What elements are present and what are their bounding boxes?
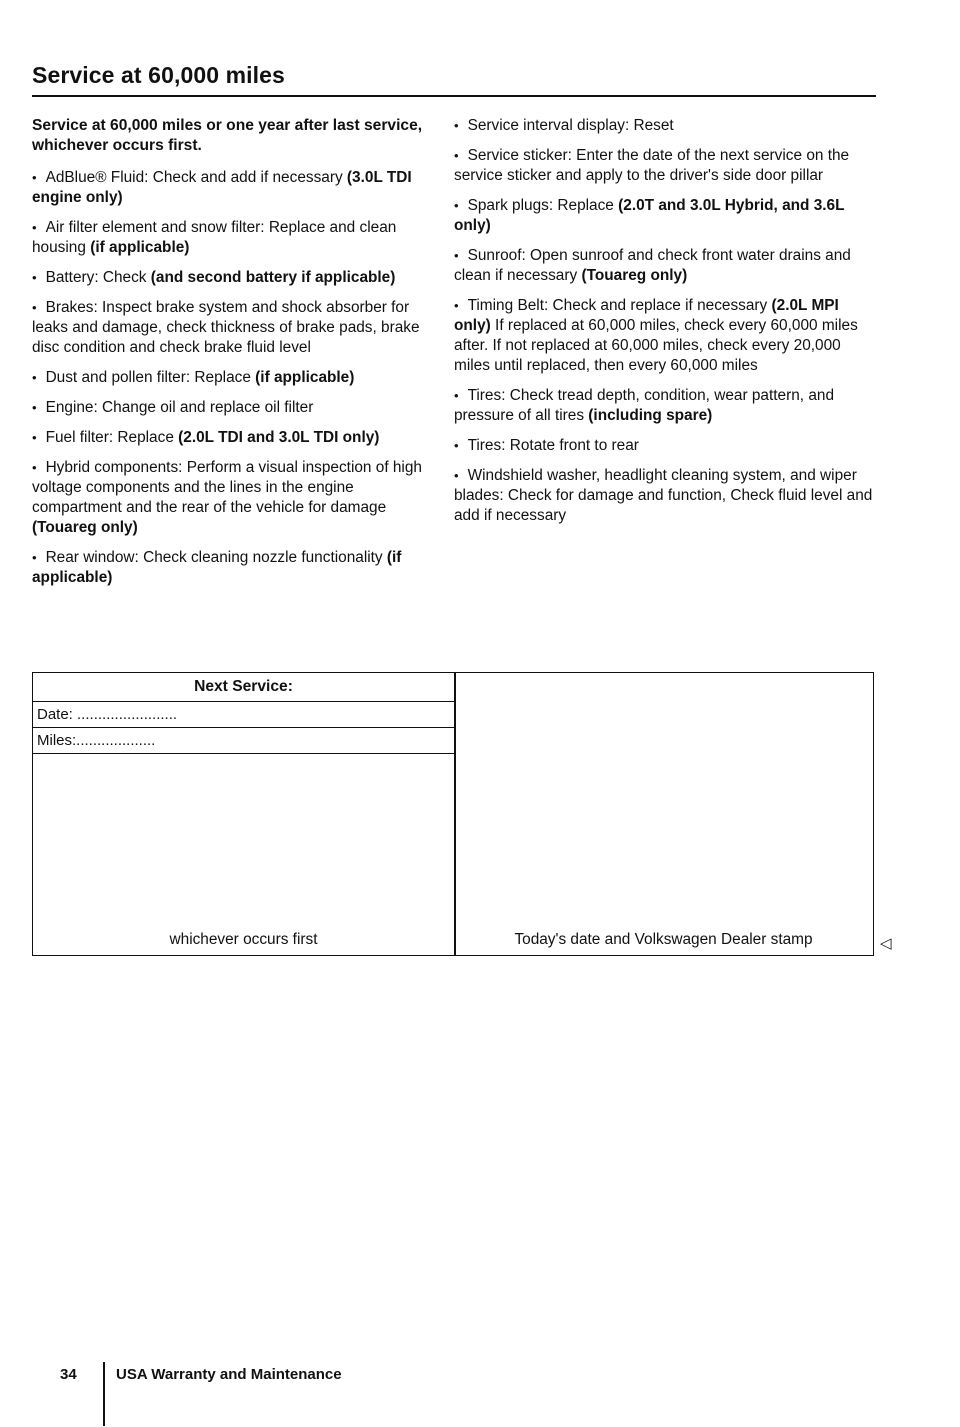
item-qualifier: (if applicable) xyxy=(255,369,355,386)
left-column xyxy=(32,116,432,598)
left-item-list xyxy=(32,168,432,588)
list-item xyxy=(32,298,432,358)
item-text: Tires: Check tread depth, condition, wear pattern, and pressure of all tires xyxy=(454,387,835,424)
page-title: Service at 60,000 miles xyxy=(32,62,285,88)
item-qualifier: (2.0T and 3.0L Hybrid, and 3.6L only) xyxy=(454,197,845,234)
list-item xyxy=(32,268,432,288)
bullet-icon: • xyxy=(32,460,37,475)
footer-divider xyxy=(103,1362,105,1426)
list-item xyxy=(32,368,432,388)
item-text: Timing Belt: Check and replace if necessary xyxy=(467,297,772,314)
item-text: Sunroof: Open sunroof and check front water drains and clean if necessary xyxy=(454,247,851,284)
item-text: Rear window: Check cleaning nozzle functionality xyxy=(45,549,387,566)
bullet-icon: • xyxy=(32,270,37,285)
bullet-icon: • xyxy=(32,300,37,315)
left-caption: whichever occurs first xyxy=(169,931,318,948)
bullet-icon: • xyxy=(454,118,459,133)
list-item xyxy=(454,466,874,526)
dealer-stamp-caption: Today's date and Volkswagen Dealer stamp xyxy=(514,931,813,948)
item-qualifier: (if applicable) xyxy=(32,549,402,586)
next-service-panel xyxy=(33,673,454,955)
bullet-icon: • xyxy=(32,370,37,385)
list-item xyxy=(454,296,874,376)
item-text-tail: If replaced at 60,000 miles, check every 60,000 miles after. If not replaced at 60,000 miles, check every 20,000 miles until replaced, then every 60,000 miles xyxy=(454,317,858,374)
item-text: Service sticker: Enter the date of the next service on the service sticker and apply to the driver's side door pillar xyxy=(454,147,850,184)
item-text: Brakes: Inspect brake system and shock absorber for leaks and damage, check thickness of brake pads, brake disc condition and check brake fluid level xyxy=(32,299,420,356)
list-item xyxy=(454,116,874,136)
item-text: Dust and pollen filter: Replace xyxy=(45,369,256,386)
intro-text: Service at 60,000 miles or one year after last service, whichever occurs first. xyxy=(32,117,423,154)
item-qualifier: (2.0L TDI and 3.0L TDI only) xyxy=(178,429,380,446)
item-text: Battery: Check xyxy=(45,269,151,286)
miles-field: Miles:................... xyxy=(33,728,454,754)
list-item xyxy=(32,458,432,538)
list-item xyxy=(454,146,874,186)
bullet-icon: • xyxy=(454,388,459,403)
bullet-icon: • xyxy=(454,248,459,263)
item-text: Air filter element and snow filter: Replace and clean housing xyxy=(32,219,397,256)
item-qualifier: (3.0L TDI engine only) xyxy=(32,169,412,206)
item-qualifier: (2.0L MPI only) xyxy=(454,297,839,334)
footer-title: USA Warranty and Maintenance xyxy=(116,1366,342,1383)
item-text: Engine: Change oil and replace oil filter xyxy=(45,399,314,416)
bullet-icon: • xyxy=(454,438,459,453)
bullet-icon: • xyxy=(454,468,459,483)
bullet-icon: • xyxy=(32,430,37,445)
list-item xyxy=(454,196,874,236)
bullet-icon: • xyxy=(454,198,459,213)
right-column xyxy=(454,116,874,536)
item-qualifier: (Touareg only) xyxy=(32,519,138,536)
item-text: AdBlue® Fluid: Check and add if necessary xyxy=(45,169,347,186)
next-service-box xyxy=(32,672,874,956)
item-text: Tires: Rotate front to rear xyxy=(467,437,639,454)
page-number: 34 xyxy=(60,1366,77,1383)
bullet-icon: • xyxy=(32,220,37,235)
right-item-list xyxy=(454,116,874,526)
end-of-section-icon: ◁ xyxy=(880,935,892,952)
item-text: Spark plugs: Replace xyxy=(467,197,619,214)
date-field: Date: ........................ xyxy=(33,702,454,728)
item-text: Fuel filter: Replace xyxy=(45,429,179,446)
list-item xyxy=(32,428,432,448)
list-item xyxy=(454,386,874,426)
item-text: Service interval display: Reset xyxy=(467,117,674,134)
item-qualifier: (Touareg only) xyxy=(581,267,688,284)
title-rule xyxy=(32,95,876,97)
list-item xyxy=(454,436,874,456)
list-item xyxy=(32,218,432,258)
box-divider xyxy=(454,673,456,955)
bullet-icon: • xyxy=(454,298,459,313)
item-qualifier: (including spare) xyxy=(588,407,713,424)
list-item xyxy=(32,548,432,588)
bullet-icon: • xyxy=(32,400,37,415)
list-item xyxy=(32,168,432,208)
item-qualifier: (and second battery if applicable) xyxy=(150,269,396,286)
list-item xyxy=(454,246,874,286)
item-text: Windshield washer, headlight cleaning system, and wiper blades: Check for damage and function, Check fluid level and add if necessary xyxy=(454,467,873,524)
bullet-icon: • xyxy=(32,170,37,185)
bullet-icon: • xyxy=(32,550,37,565)
item-text: Hybrid components: Perform a visual inspection of high voltage components and the lines in the engine compartment and the rear of the vehicle for damage xyxy=(32,459,422,516)
next-service-heading: Next Service: xyxy=(33,673,454,702)
item-qualifier: (if applicable) xyxy=(90,239,190,256)
bullet-icon: • xyxy=(454,148,459,163)
list-item xyxy=(32,398,432,418)
